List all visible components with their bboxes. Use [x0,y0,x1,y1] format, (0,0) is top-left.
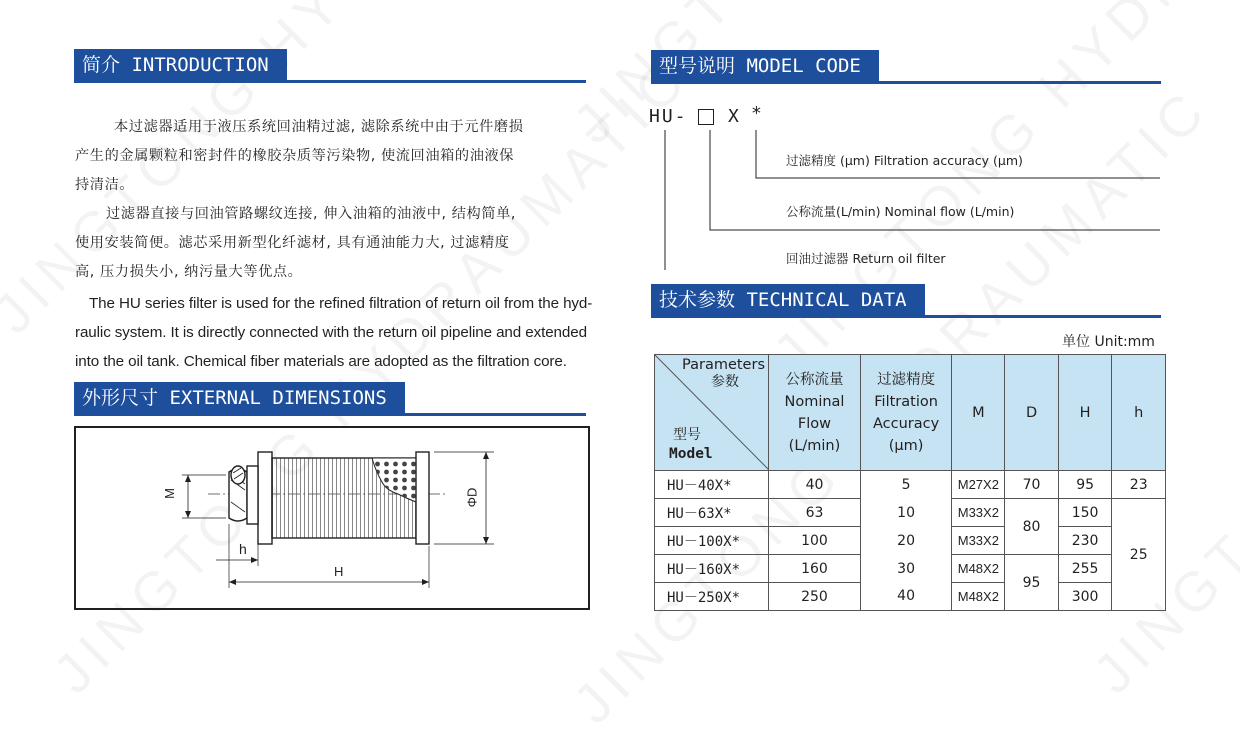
model-code-prefix: HU- [649,106,688,127]
cell-H: 230 [1058,527,1112,555]
cell-d: 70 [1005,471,1059,499]
header-d: D [1005,355,1059,471]
neck-end-cap [231,466,245,484]
table-row [655,583,1166,611]
intro-cn-line: 持清洁。 [75,177,135,193]
cell-m: M27X2 [952,471,1005,499]
cell-model: HU－250X* [655,583,769,611]
header-params-cn: 参数 [711,374,739,390]
cell-acc: 40 [860,583,952,611]
cell-flow: 160 [769,555,861,583]
header-model-cn: 型号 [673,427,701,443]
cell-h: 25 [1112,499,1166,611]
cell-acc: 5 [860,471,952,499]
model-code-heading [651,50,1161,84]
cell-acc: 20 [860,527,952,555]
header-H: H [1058,355,1112,471]
header-acc-en: Accuracy [872,415,940,432]
table-row [655,527,1166,555]
bottom-cap [416,452,429,544]
cell-acc: 30 [860,555,952,583]
header-m: M [952,355,1005,471]
technical-heading-label: 技术参数 TECHNICAL DATA [651,284,925,316]
unit-label: 单位 Unit:mm [1062,334,1155,350]
header-flow-en: Nominal [784,393,845,410]
header-params-en: Parameters [682,357,765,373]
cell-flow: 63 [769,499,861,527]
model-code-heading-label: 型号说明 MODEL CODE [651,50,879,82]
intro-heading-label: 简介 INTRODUCTION [74,49,287,81]
table-header-row [655,355,1166,471]
cell-H: 255 [1058,555,1112,583]
header-params-model [655,355,769,471]
table-row [655,499,1166,527]
header-h: h [1112,355,1166,471]
intro-cn-line: 高, 压力损失小, 纳污量大等优点。 [75,264,303,280]
cell-h: 23 [1112,471,1166,499]
model-code-leaders [650,120,1170,270]
cell-model: HU－63X* [655,499,769,527]
intro-en-line: The HU series filter is used for the refined filtration of return oil from the hyd- [89,295,593,312]
header-accuracy [860,355,952,471]
header-flow-unit: (L/min) [788,437,841,454]
cell-m: M33X2 [952,499,1005,527]
header-acc-en: Filtration [874,393,938,410]
cell-m: M48X2 [952,583,1005,611]
dimensions-heading-label: 外形尺寸 EXTERNAL DIMENSIONS [74,382,405,414]
dim-label-h: h [239,541,247,557]
intro-en-line: into the oil tank. Chemical fiber materials are adopted as the filtration core. [75,353,567,370]
dimensions-heading [74,382,586,416]
dim-label-m: M [161,488,177,499]
model-code-item: 过滤精度 (μm) Filtration accuracy (μm) [786,153,1023,168]
intro-heading [74,49,586,83]
intro-cn-line: 使用安装简便。滤芯采用新型化纤滤材, 具有通油能力大, 过滤精度 [75,235,510,251]
cell-d: 95 [1005,555,1059,611]
cell-model: HU－160X* [655,555,769,583]
heading-rule [651,81,1161,84]
cell-m: M33X2 [952,527,1005,555]
table-row [655,555,1166,583]
table-row [655,471,1166,499]
cell-acc: 10 [860,499,952,527]
cell-H: 300 [1058,583,1112,611]
dim-label-d: ΦD [464,487,480,508]
model-code-item: 公称流量(L/min) Nominal flow (L/min) [786,204,1015,219]
heading-rule [74,413,586,416]
model-code-item: 回油过滤器 Return oil filter [786,251,946,266]
cell-flow: 100 [769,527,861,555]
model-code-x: X [728,106,739,127]
cell-H: 150 [1058,499,1112,527]
technical-data-table [654,354,1166,611]
header-acc-cn: 过滤精度 [877,371,936,388]
cell-flow: 250 [769,583,861,611]
filter-drawing [76,428,588,608]
dim-label-H: H [334,564,344,579]
cell-model: HU－100X* [655,527,769,555]
intro-cn-line: 本过滤器适用于液压系统回油精过滤, 滤除系统中由于元件磨损 [114,119,524,135]
intro-cn-line: 产生的金属颗粒和密封件的橡胶杂质等污染物, 使流回油箱的油液保 [75,148,515,164]
cell-d: 80 [1005,499,1059,555]
heading-rule [74,80,586,83]
heading-rule [651,315,1161,318]
model-code-star: * [751,103,762,124]
cell-flow: 40 [769,471,861,499]
header-flow-cn: 公称流量 [785,371,844,388]
cell-m: M48X2 [952,555,1005,583]
top-flange [258,452,272,544]
dimension-drawing-frame [74,426,590,610]
intro-en-line: raulic system. It is directly connected with the return oil pipeline and extended [75,324,587,341]
header-model-en: Model [669,446,713,462]
header-acc-unit: (μm) [888,437,924,454]
header-flow-en: Flow [797,415,832,432]
cell-H: 95 [1058,471,1112,499]
intro-cn-line: 过滤器直接与回油管路螺纹连接, 伸入油箱的油液中, 结构简单, [106,206,517,222]
cell-model: HU－40X* [655,471,769,499]
header-flow [769,355,861,471]
technical-heading [651,284,1161,318]
